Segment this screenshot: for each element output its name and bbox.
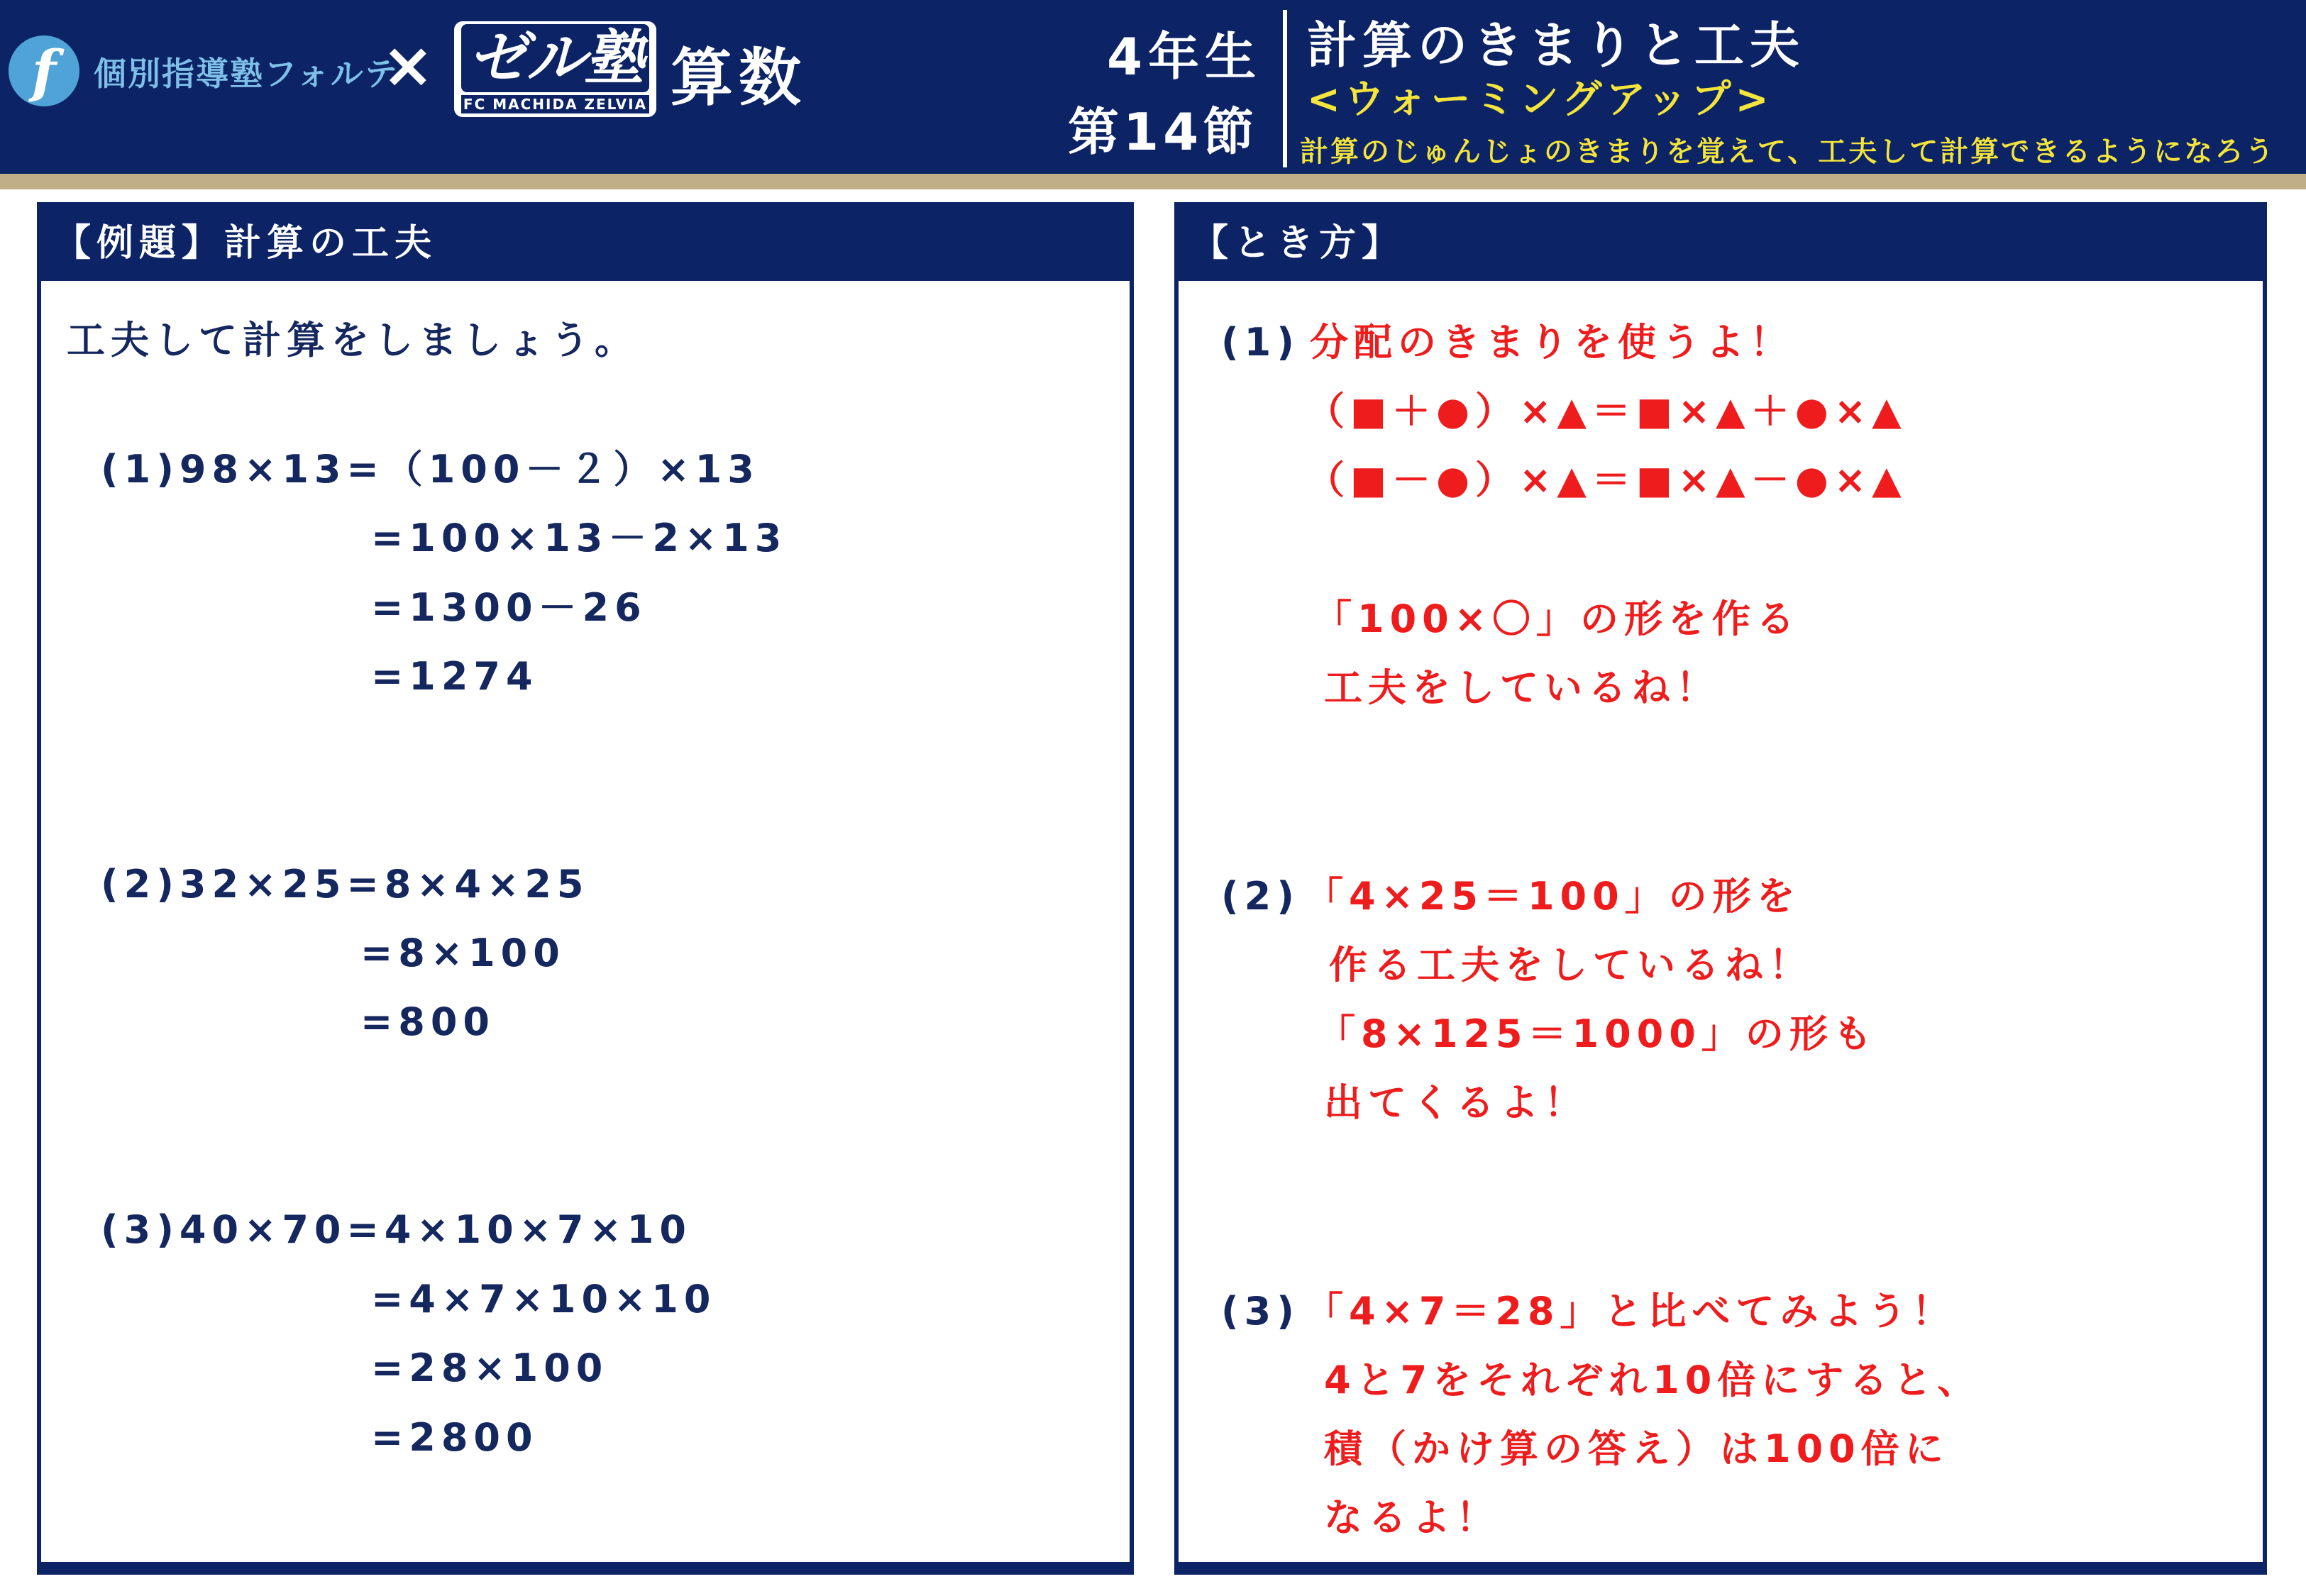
lesson-subtitle: <ウォーミングアップ> xyxy=(1307,77,1773,123)
problem-3-line: (3)40×70=4×10×7×10 xyxy=(101,1207,692,1252)
solution-panel xyxy=(1174,202,2267,1575)
solution-2-line: 作る工夫をしているね！ xyxy=(1329,943,1813,987)
solution-1-line: 「100×〇」の形を作る xyxy=(1313,597,1800,641)
panel-bottom-border xyxy=(41,1562,1130,1570)
header-bar xyxy=(0,0,2306,174)
example-heading: 【例題】計算の工夫 xyxy=(41,206,1130,281)
problem-3-line: =4×7×10×10 xyxy=(371,1277,717,1321)
panel-bottom-border xyxy=(1179,1562,2263,1570)
solution-3-line: 4と7をそれぞれ10倍にすると、 xyxy=(1324,1358,1982,1402)
problem-2-line: =8×100 xyxy=(360,931,566,975)
grade-label: 4年生 xyxy=(1107,27,1262,87)
solution-3-line: 「4×7＝28」と比べてみよう！ xyxy=(1305,1289,1956,1334)
header-divider xyxy=(1283,10,1287,167)
solution-3-line: なるよ！ xyxy=(1324,1495,1500,1540)
brand-forte-name: 個別指導塾フォルテ xyxy=(94,55,399,93)
solution-heading: 【とき方】 xyxy=(1179,206,2263,281)
forte-logo-icon: f xyxy=(9,35,79,106)
zel-juku-logo xyxy=(454,21,656,117)
solution-1-line: 工夫をしているね！ xyxy=(1324,665,1720,710)
solution-1-line: （■－●）×▲＝■×▲－●×▲ xyxy=(1306,458,1907,502)
solution-1-line: 分配のきまりを使うよ！ xyxy=(1310,320,1794,365)
solution-3-line: 積（かけ算の答え）は100倍に xyxy=(1324,1426,1949,1471)
problem-1-line: =100×13－2×13 xyxy=(371,516,788,560)
lesson-number: 第14節 xyxy=(1068,102,1259,162)
problem-2-line: =800 xyxy=(360,999,495,1044)
problem-3-line: =2800 xyxy=(371,1415,539,1460)
problem-3-line: =28×100 xyxy=(371,1346,609,1390)
solution-2-line: 「8×125＝1000」の形も xyxy=(1317,1012,1877,1056)
problem-1-line: =1300－26 xyxy=(371,585,647,630)
example-instruction: 工夫して計算をしましょう。 xyxy=(67,318,639,362)
collab-cross: × xyxy=(382,28,434,101)
zel-juku-logo-subtext: FC MACHIDA ZELVIA xyxy=(461,95,649,113)
example-panel xyxy=(37,202,1134,1575)
solution-2-line: 「4×25＝100」の形を xyxy=(1305,874,1801,919)
problem-1-line: =1274 xyxy=(371,654,539,699)
lesson-title: 計算のきまりと工夫 xyxy=(1307,16,1805,74)
solution-1-label: (1) xyxy=(1221,320,1300,365)
problem-1-line: (1)98×13=（100－２）×13 xyxy=(101,447,760,492)
solution-1-line: （■＋●）×▲＝■×▲＋●×▲ xyxy=(1306,389,1907,433)
problem-2-line: (2)32×25=8×4×25 xyxy=(101,862,590,907)
header-stripe xyxy=(0,174,2306,189)
subject-title: 算数 xyxy=(671,41,807,114)
solution-3-label: (3) xyxy=(1221,1289,1300,1334)
solution-2-line: 出てくるよ！ xyxy=(1324,1080,1588,1125)
lesson-goal: 計算のじゅんじょのきまりを覚えて、工夫して計算できるようになろう xyxy=(1300,135,2276,168)
solution-2-label: (2) xyxy=(1221,874,1300,919)
zel-juku-logo-text: ゼル塾 xyxy=(461,24,649,92)
